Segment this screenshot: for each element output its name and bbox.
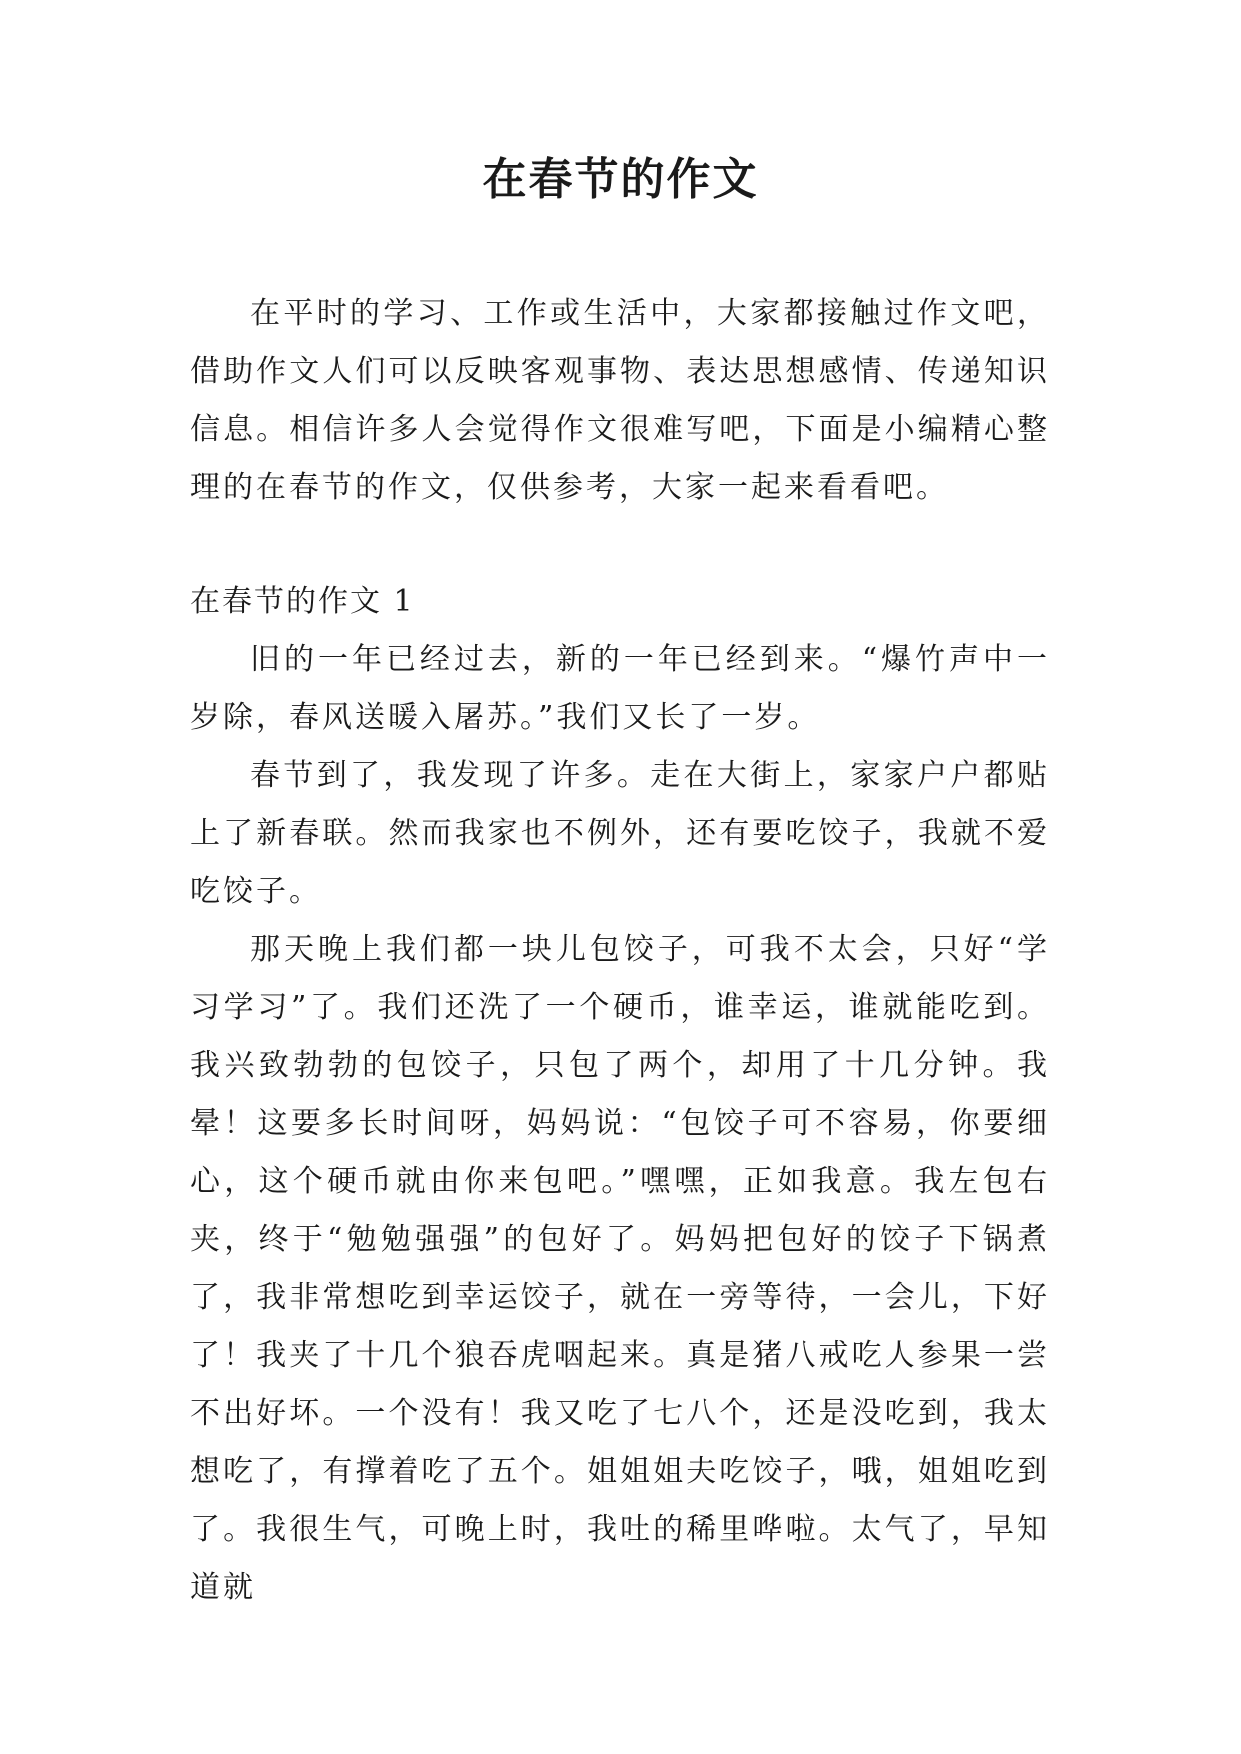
section-paragraph: 那天晚上我们都一块儿包饺子，可我不太会，只好“学习学习”了。我们还洗了一个硬币，谁幸运，谁就能吃到。我兴致勃勃的包饺子，只包了两个，却用了十几分钟。我晕！这要多长时间呀，妈妈说：“包饺子可不容易，你要细心，这个硬币就由你来包吧。”嘿嘿，正如我意。我左包右夹，终于“勉勉强强”的包好了。妈妈把包好的饺子下锅煮了，我非常想吃到幸运饺子，就在一旁等待，一会儿，下好了！我夹了十几个狼吞虎咽起来。真是猪八戒吃人参果一尝不出好坏。一个没有！我又吃了七八个，还是没吃到，我太想吃了，有撑着吃了五个。姐姐姐夫吃饺子，哦，姐姐吃到了。我很生气，可晚上时，我吐的稀里哗啦。太气了，早知道就 [190, 932, 1050, 1605]
document-body [190, 285, 1050, 1617]
section-paragraph: 春节到了，我发现了许多。走在大街上，家家户户都贴上了新春联。然而我家也不例外，还有要吃饺子，我就不爱吃饺子。 [190, 758, 1050, 909]
intro-paragraph: 在平时的学习、工作或生活中，大家都接触过作文吧，借助作文人们可以反映客观事物、表达思想感情、传递知识信息。相信许多人会觉得作文很难写吧，下面是小编精心整理的在春节的作文，仅供参考，大家一起来看看吧。 [190, 296, 1050, 505]
document-title: 在春节的作文 [482, 154, 759, 205]
section-paragraph: 旧的一年已经过去，新的一年已经到来。“爆竹声中一岁除，春风送暖入屠苏。”我们又长了一岁。 [190, 642, 1050, 735]
section-heading: 在春节的作文 1 [190, 584, 415, 619]
